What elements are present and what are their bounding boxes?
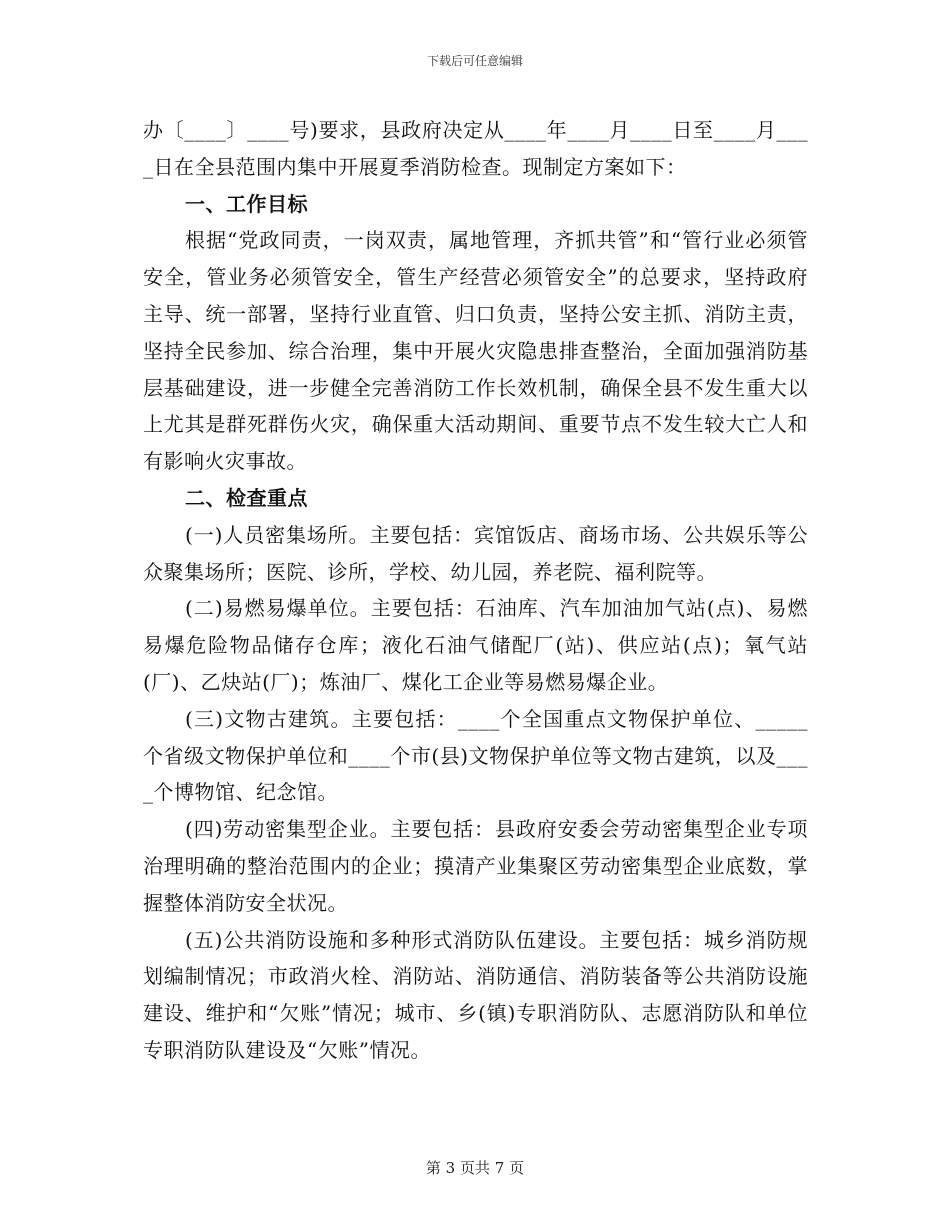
paragraph-intro: 办〔____〕____号)要求，县政府决定从____年____月____日至____月____日在全县范围内集中开展夏季消防检查。现制定方案如下： (143, 118, 808, 179)
paragraph-labor-intensive: (四)劳动密集型企业。主要包括：县政府安委会劳动密集型企业专项治理明确的整治范围内的企业；摸清产业集聚区劳动密集型企业底数，掌握整体消防安全状况。 (143, 817, 808, 915)
section-heading-goals: 一、工作目标 (185, 191, 308, 216)
paragraph-heritage-buildings: (三)文物古建筑。主要包括：____个全国重点文物保护单位、_____个省级文物保护单位和____个市(县)文物保护单位等文物古建筑，以及____个博物馆、纪念馆。 (143, 706, 808, 805)
paragraph-goals: 根据“党政同责，一岗双责，属地管理，齐抓共管”和“管行业必须管安全，管业务必须管安全，管生产经营必须管安全”的总要求，坚持政府主导、统一部署，坚持行业直管、归口负责，坚持公安主抓、消防主责，坚持全民参加、综合治理，集中开展火灾隐患排查整治，全面加强消防基层基础建设，进一步健全完善消防工作长效机制，确保全县不发生重大以上尤其是群死群伤火灾，确保重大活动期间、重要节点不发生较大亡人和有影响火灾事故。 (143, 228, 808, 474)
paragraph-public-facilities: (五)公共消防设施和多种形式消防队伍建设。主要包括：城乡消防规划编制情况；市政消火栓、消防站、消防通信、消防装备等公共消防设施建设、维护和“欠账”情况；城市、乡(镇)专职消防队、志愿消防队和单位专职消防队建设及“欠账”情况。 (143, 927, 808, 1062)
paragraph-flammable-units: (二)易燃易爆单位。主要包括：石油库、汽车加油加气站(点)、易燃易爆危险物品储存仓库；液化石油气储配厂(站)、供应站(点)；氧气站(厂)、乙炔站(厂)；炼油厂、煤化工企业等易燃易爆企业。 (143, 596, 808, 694)
paragraph-crowded-places: (一)人员密集场所。主要包括：宾馆饭店、商场市场、公共娱乐等公众聚集场所；医院、诊所，学校、幼儿园，养老院、福利院等。 (143, 522, 808, 584)
document-body (143, 112, 808, 1069)
section-heading-focus: 二、检查重点 (185, 485, 308, 510)
page-number: 第 3 页共 7 页 (425, 1159, 525, 1177)
page-header: 下载后可任意编辑 (426, 54, 523, 68)
